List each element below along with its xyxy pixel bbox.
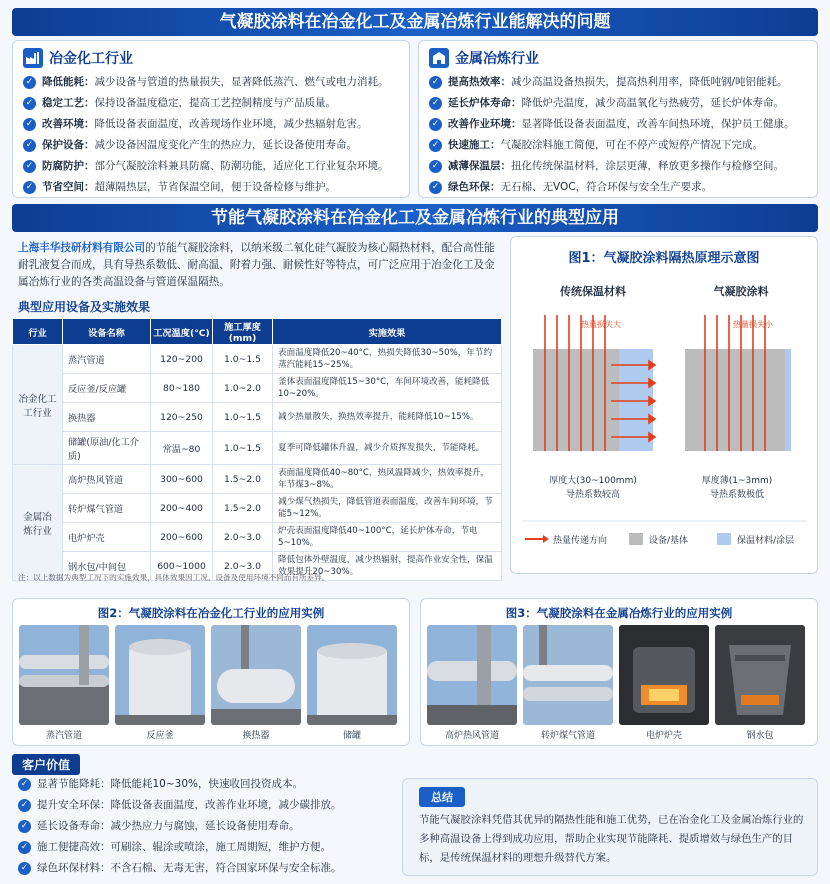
- effect-cell: 表面温度降低20~40°C，热损失降低30~50%，年节约蒸汽能耗15~25%。: [273, 345, 502, 374]
- check-icon: ✓: [18, 841, 31, 854]
- list-item: [429, 93, 807, 114]
- left-conductivity: 导热系数较高: [565, 490, 621, 500]
- equipment-cell: 反应釜/反应罐: [63, 374, 151, 403]
- item-key: 防腐防护：: [42, 160, 95, 172]
- summary-box: [402, 778, 818, 876]
- legend-heat-label: 热量传递方向: [553, 536, 608, 546]
- table-header-cell: 实施效果: [273, 319, 502, 345]
- chem-industry-panel: [12, 40, 410, 198]
- item-value: 降低炉壳温度，减少高温氧化与热疲劳，延长炉体寿命。: [521, 97, 784, 109]
- right-coating-layer: [785, 349, 791, 451]
- item-key: 快速施工：: [448, 139, 501, 151]
- intro-text: 的节能气凝胶涂料，以纳米级二氧化硅气凝胶为核心隔热材料，配合高性能耐乳液复合而成，具有导热系数低、耐高温、附着力强、耐候性好等特点，可广泛应用于冶金化工及金属冶炼行业的各类高温设备与管道保温隔热。: [18, 242, 495, 288]
- equipment-cell: 储罐(原油/化工介质): [63, 432, 151, 465]
- legend-base-swatch: [629, 533, 643, 545]
- photo-caption: 换热器: [242, 731, 270, 741]
- chem-panel-header: [23, 46, 399, 70]
- thickness-cell: 2.0~3.0: [213, 552, 273, 581]
- item-key: 改善作业环境：: [448, 118, 522, 130]
- table-note: 注：以上数据为典型工况下的实施效果，具体效果因工况、设备及使用环境不同而有所差异。: [18, 573, 330, 582]
- temp-cell: 200~400: [151, 494, 213, 523]
- item-value: 扭化传统保温材料，涂层更薄，释放更多操作与检修空间。: [511, 160, 784, 172]
- table-header-cell: 施工厚度(mm): [213, 319, 273, 345]
- list-item: [23, 135, 399, 156]
- item-key: 降低能耗：: [42, 76, 95, 88]
- table-title: 典型应用设备及实施效果: [18, 300, 151, 314]
- equipment-cell: 钢水包/中间包: [63, 552, 151, 581]
- table-header-cell: 工况温度(°C): [151, 319, 213, 345]
- diagram-right-title: 气凝胶涂料: [713, 285, 769, 298]
- metal-gallery-captions: [421, 725, 817, 741]
- right-conductivity: 导热系数极低: [709, 490, 765, 500]
- thickness-cell: 1.0~1.5: [213, 345, 273, 374]
- list-item: [429, 72, 807, 93]
- equipment-cell: 转炉煤气管道: [63, 494, 151, 523]
- metal-industry-panel: [418, 40, 818, 198]
- item-value: 显著降低设备表面温度，改善车间热环境，保护员工健康。: [521, 118, 795, 130]
- industry-cell: 冶金化工 工行业: [13, 345, 63, 465]
- equipment-cell: 蒸汽管道: [63, 345, 151, 374]
- effect-cell: 夏季可降低罐体升温，减少介质挥发损失，节能降耗。: [273, 432, 502, 465]
- table-header-cell: 设备名称: [63, 319, 151, 345]
- item-value: 减少设备与管道的热量损失，显著降低蒸汽、燃气或电力消耗。: [94, 76, 389, 88]
- legend-insul-swatch: [717, 533, 731, 545]
- check-icon: ✓: [23, 139, 36, 152]
- metal-gallery-title: 图3：气凝胶涂料在金属冶炼行业的应用实例: [505, 606, 733, 620]
- photo-heat-exchanger: [211, 625, 301, 725]
- insulation-diagram: [510, 236, 818, 574]
- item-value: 超薄隔热层，节省保温空间，便于设备检修与维护。: [94, 181, 336, 193]
- list-item: [23, 177, 399, 198]
- table-header-row: [13, 319, 502, 345]
- item-key: 显著节能降耗：: [37, 778, 111, 790]
- problems-banner: 气凝胶涂料在冶金化工及金属冶炼行业能解决的问题: [12, 8, 818, 36]
- thickness-cell: 1.5~2.0: [213, 465, 273, 494]
- effect-cell: 减少热量散失，换热效率提升，能耗降低10~15%。: [273, 403, 502, 432]
- item-value: 降低设备表面温度，改善作业环境，减少碳排放。: [110, 799, 342, 811]
- item-key: 稳定工艺：: [42, 97, 95, 109]
- list-item: [23, 72, 399, 93]
- company-name: 上海丰华技研材料有限公司: [18, 242, 146, 254]
- check-icon: ✓: [18, 778, 31, 791]
- photo-converter-gas-pipe: [523, 625, 613, 725]
- photo-caption: 电炉炉壳: [645, 731, 682, 741]
- table-header-cell: 行业: [13, 319, 63, 345]
- industry-cell: 金属冶 炼行业: [13, 465, 63, 581]
- effect-cell: 减少煤气热损失，降低管道表面温度，改善车间环境，节能5~12%。: [273, 494, 502, 523]
- photo-storage-tank: [307, 625, 397, 725]
- applications-table: [12, 318, 502, 581]
- check-icon: ✓: [429, 76, 442, 89]
- item-value: 不含石棉、无毒无害，符合国家环保与安全标准。: [110, 862, 342, 874]
- metal-benefit-list: [419, 72, 817, 198]
- list-item: [18, 816, 342, 837]
- chem-gallery-captions: [13, 725, 409, 741]
- photo-reactor: [115, 625, 205, 725]
- photo-ladle: [715, 625, 805, 725]
- check-icon: ✓: [18, 820, 31, 833]
- photo-caption: 蒸汽管道: [45, 731, 82, 741]
- customer-value-title: 客户价值: [12, 754, 80, 775]
- temp-cell: 120~250: [151, 403, 213, 432]
- item-key: 延长炉体寿命：: [448, 97, 522, 109]
- thickness-cell: 1.5~2.0: [213, 494, 273, 523]
- item-value: 无石棉、无VOC，符合环保与安全生产要求。: [500, 181, 713, 193]
- temp-cell: 300~600: [151, 465, 213, 494]
- chem-gallery-title: 图2：气凝胶涂料在冶金化工行业的应用实例: [97, 606, 325, 620]
- check-icon: ✓: [429, 139, 442, 152]
- list-item: [429, 177, 807, 198]
- effect-cell: 炉壳表面温度降低40~100°C，延长炉体寿命，节电5~10%。: [273, 523, 502, 552]
- photo-caption: 储罐: [342, 731, 361, 741]
- legend-arrowhead-icon: [543, 535, 549, 543]
- table-row: [13, 345, 502, 374]
- list-item: [429, 156, 807, 177]
- metal-gallery: [420, 598, 818, 746]
- item-key: 绿色环保材料：: [37, 862, 111, 874]
- item-value: 减少高温设备热损失，提高热利用率，降低吨钢/吨铝能耗。: [511, 76, 788, 88]
- left-thickness: 厚度大(30~100mm): [549, 476, 637, 486]
- item-value: 部分气凝胶涂料兼具防腐、防潮功能，适应化工行业复杂环境。: [94, 160, 389, 172]
- effect-cell: 釜体表面温度降低15~30°C，车间环境改善，能耗降低10~20%。: [273, 374, 502, 403]
- item-key: 延长设备寿命：: [37, 820, 111, 832]
- right-heat-label: 热量损失小: [733, 320, 773, 329]
- photo-hot-blast-pipe: [427, 625, 517, 725]
- table-row: [13, 465, 502, 494]
- legend-insul-label: 保温材料/涂层: [737, 536, 795, 546]
- check-icon: ✓: [23, 181, 36, 194]
- photo-caption: 钢水包: [746, 731, 774, 741]
- photo-caption: 转炉煤气管道: [540, 731, 595, 741]
- thickness-cell: 1.0~1.5: [213, 432, 273, 465]
- check-icon: ✓: [23, 97, 36, 110]
- item-key: 减薄保温层：: [448, 160, 511, 172]
- list-item: [429, 135, 807, 156]
- right-base-block: [685, 349, 785, 451]
- item-key: 施工便捷高效：: [37, 841, 111, 853]
- photo-caption: 高炉热风管道: [444, 731, 499, 741]
- equipment-cell: 电炉炉壳: [63, 523, 151, 552]
- item-value: 降低能耗10~30%，快速收回投资成本。: [110, 778, 303, 790]
- summary-title: 总结: [419, 787, 465, 807]
- chem-panel-title: 冶金化工行业: [49, 51, 133, 67]
- diagram-svg: [511, 237, 819, 575]
- item-key: 改善环境：: [42, 118, 95, 130]
- photo-furnace-shell: [619, 625, 709, 725]
- diagram-left-title: 传统保温材料: [560, 285, 626, 298]
- table-row: [13, 523, 502, 552]
- item-value: 气凝胶涂料施工简便，可在不停产或短停产情况下完成。: [500, 139, 763, 151]
- list-item: [429, 114, 807, 135]
- item-value: 减少热应力与腐蚀，延长设备使用寿命。: [110, 820, 300, 832]
- table-row: [13, 374, 502, 403]
- temp-cell: 常温~80: [151, 432, 213, 465]
- temp-cell: 120~200: [151, 345, 213, 374]
- check-icon: ✓: [18, 862, 31, 875]
- photo-caption: 反应釜: [146, 731, 174, 741]
- list-item: [18, 774, 342, 795]
- item-key: 提高热效率：: [448, 76, 511, 88]
- check-icon: ✓: [429, 118, 442, 131]
- item-value: 降低设备表面温度，改善现场作业环境，减少热辐射危害。: [94, 118, 368, 130]
- table-row: [13, 494, 502, 523]
- effect-cell: 降低包体外壁温度，减少热辐射，提高作业安全性，保温效果提升20~30%。: [273, 552, 502, 581]
- metal-panel-title: 金属冶炼行业: [455, 51, 539, 67]
- chem-benefit-list: [13, 72, 409, 198]
- temp-cell: 200~600: [151, 523, 213, 552]
- item-key: 节省空间：: [42, 181, 95, 193]
- list-item: [23, 156, 399, 177]
- table-row: [13, 432, 502, 465]
- item-key: 保护设备：: [42, 139, 95, 151]
- list-item: [18, 795, 342, 816]
- intro-paragraph: [18, 240, 502, 291]
- check-icon: ✓: [23, 118, 36, 131]
- list-item: [23, 93, 399, 114]
- customer-value-list: [18, 774, 342, 879]
- left-heat-label: 热量损失大: [581, 320, 621, 329]
- item-value: 保持设备温度稳定，提高工艺控制精度与产品质量。: [94, 97, 336, 109]
- item-value: 减少设备因温度变化产生的热应力，延长设备使用寿命。: [94, 139, 357, 151]
- diagram-title: 图1：气凝胶涂料隔热原理示意图: [568, 251, 760, 266]
- photo-steam-pipe: [19, 625, 109, 725]
- check-icon: ✓: [23, 160, 36, 173]
- legend-base-label: 设备/基体: [649, 536, 689, 546]
- factory-icon: [23, 48, 43, 68]
- furnace-icon: [429, 48, 449, 68]
- applications-banner: 节能气凝胶涂料在冶金化工及金属冶炼行业的典型应用: [12, 204, 818, 232]
- check-icon: ✓: [429, 181, 442, 194]
- check-icon: ✓: [18, 799, 31, 812]
- chem-gallery: [12, 598, 410, 746]
- equipment-cell: 换热器: [63, 403, 151, 432]
- thickness-cell: 1.0~1.5: [213, 403, 273, 432]
- effect-cell: 表面温度降低40~80°C，热风温降减少，热效率提升，年节煤3~8%。: [273, 465, 502, 494]
- left-base-block: [533, 349, 619, 451]
- equipment-cell: 高炉热风管道: [63, 465, 151, 494]
- thickness-cell: 1.0~2.0: [213, 374, 273, 403]
- temp-cell: 80~180: [151, 374, 213, 403]
- item-key: 绿色环保：: [448, 181, 501, 193]
- table-row: [13, 403, 502, 432]
- thickness-cell: 2.0~3.0: [213, 523, 273, 552]
- item-key: 提升安全环保：: [37, 799, 111, 811]
- temp-cell: 600~1000: [151, 552, 213, 581]
- metal-panel-header: [429, 46, 807, 70]
- summary-text: 节能气凝胶涂料凭借其优异的隔热性能和施工优势，已在冶金化工及金属冶炼行业的多种高温设备上得到成功应用，帮助企业实现节能降耗、提质增效与绿色生产的目标，是传统保温材料的理想升级替代方案。: [419, 814, 804, 864]
- check-icon: ✓: [429, 97, 442, 110]
- right-thickness: 厚度薄(1~3mm): [701, 476, 773, 486]
- item-value: 可刷涂、辊涂或喷涂，施工周期短，维护方便。: [110, 841, 331, 853]
- list-item: [23, 114, 399, 135]
- list-item: [18, 837, 342, 858]
- list-item: [18, 858, 342, 879]
- check-icon: ✓: [429, 160, 442, 173]
- check-icon: ✓: [23, 76, 36, 89]
